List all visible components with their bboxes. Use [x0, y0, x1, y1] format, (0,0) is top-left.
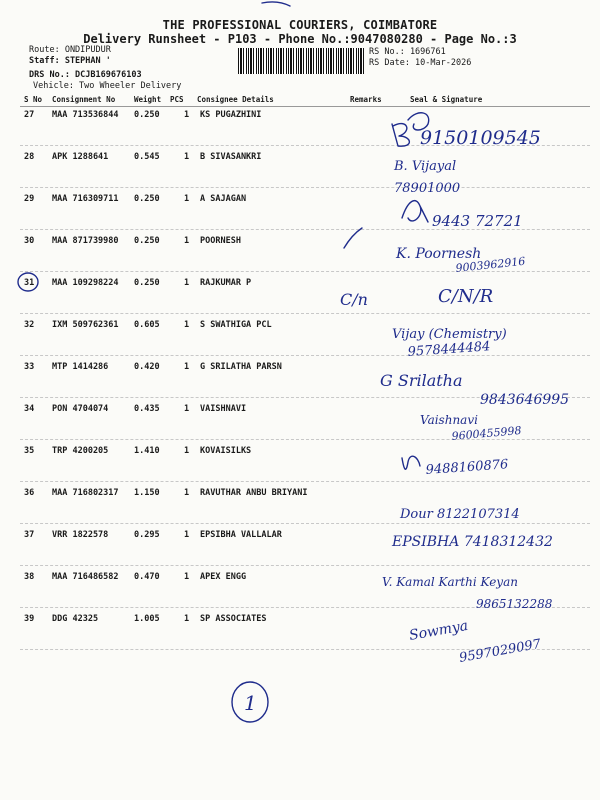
col-seal: Seal & Signature	[410, 95, 483, 104]
row-sno: 29	[24, 194, 35, 204]
row-sno: 33	[24, 362, 35, 372]
col-weight: Weight	[134, 95, 162, 104]
handwritten-phone: 9150109545	[420, 127, 541, 149]
row-consignee: VAISHNAVI	[200, 404, 247, 414]
row-weight: 0.250	[134, 194, 160, 204]
row-pcs: 1	[184, 488, 190, 498]
row-sno: 30	[24, 236, 35, 246]
row-sno: 31	[24, 278, 35, 288]
row-consignee: B SIVASANKRI	[200, 152, 262, 162]
row-consignee: G SRILATHA PARSN	[200, 362, 282, 372]
row-weight: 0.250	[134, 236, 160, 246]
row-weight: 0.435	[134, 404, 160, 414]
row-weight: 0.250	[134, 278, 160, 288]
handwritten-name: Vijay (Chemistry)	[392, 327, 507, 342]
row-weight: 0.605	[134, 320, 160, 330]
row-consignment: PON 4704074	[52, 404, 109, 414]
row-consignee: POORNESH	[200, 236, 241, 246]
row-consignment: VRR 1822578	[52, 530, 109, 540]
runsheet-title: Delivery Runsheet - P103 - Phone No.:9047080280 - Page No.:3	[83, 32, 517, 46]
vehicle-label: Vehicle: Two Wheeler Delivery	[33, 81, 182, 91]
row-pcs: 1	[184, 278, 190, 288]
handwritten-name: Vaishnavi	[420, 413, 478, 427]
row-sno: 37	[24, 530, 35, 540]
company-title: THE PROFESSIONAL COURIERS, COIMBATORE	[162, 18, 438, 32]
row-sno: 35	[24, 446, 35, 456]
row-consignment: MAA 871739980	[52, 236, 119, 246]
row-weight: 0.545	[134, 152, 160, 162]
row-consignee: A SAJAGAN	[200, 194, 247, 204]
row-sno: 38	[24, 572, 35, 582]
row-pcs: 1	[184, 530, 190, 540]
row-consignment: IXM 509762361	[52, 320, 119, 330]
handwritten-name: G Srilatha	[380, 371, 463, 390]
handwritten-name: K. Poornesh	[396, 246, 482, 262]
row-consignee: KS PUGAZHINI	[200, 110, 262, 120]
handwritten-phone: 9597029097	[458, 636, 543, 666]
handwritten-phone: 9843646995	[480, 392, 570, 408]
handwritten-phone: 9578444484	[407, 339, 491, 360]
row-weight: 0.420	[134, 362, 160, 372]
row-consignment: TRP 4200205	[52, 446, 109, 456]
handwritten-phone: 9443 72721	[432, 212, 523, 230]
circled-row-mark	[18, 273, 38, 291]
row-pcs: 1	[184, 404, 190, 414]
signature-mark	[402, 456, 420, 469]
handwritten-name: Sowmya	[407, 617, 470, 644]
row-consignment: APK 1288641	[52, 152, 109, 162]
handwritten-status: C/N/R	[438, 286, 494, 307]
row-weight: 1.005	[134, 614, 160, 624]
row-pcs: 1	[184, 194, 190, 204]
row-sno: 39	[24, 614, 35, 624]
row-pcs: 1	[184, 446, 190, 456]
col-consignment: Consignment No	[52, 95, 116, 104]
row-consignee: KOVAISILKS	[200, 446, 252, 456]
row-consignment: MAA 716486582	[52, 572, 119, 582]
row-sno: 32	[24, 320, 35, 330]
row-weight: 1.410	[134, 446, 160, 456]
handwritten-phone: 9600455998	[451, 423, 522, 443]
staff-label: Staff: STEPHAN '	[29, 56, 111, 66]
rs-number: RS No.: 1696761	[369, 47, 446, 57]
row-sno: 27	[24, 110, 35, 120]
row-pcs: 1	[184, 362, 190, 372]
row-pcs: 1	[184, 320, 190, 330]
row-consignment: MAA 716802317	[52, 488, 119, 498]
col-sno: S No	[24, 95, 43, 104]
handwritten-remark: C/n	[340, 290, 368, 309]
row-consignee: RAJKUMAR P	[200, 278, 252, 288]
row-consignment: MTP 1414286	[52, 362, 109, 372]
handwritten-name: V. Kamal Karthi Keyan	[382, 575, 518, 589]
row-consignment: MAA 109298224	[52, 278, 119, 288]
top-pen-mark	[262, 2, 290, 6]
row-pcs: 1	[184, 614, 190, 624]
page-mark: 1	[244, 691, 257, 715]
row-pcs: 1	[184, 236, 190, 246]
row-consignment: MAA 713536844	[52, 110, 119, 120]
handwritten-phone: 9865132288	[476, 597, 553, 611]
signature-mark	[392, 124, 409, 147]
row-consignee: S SWATHIGA PCL	[200, 320, 272, 330]
row-pcs: 1	[184, 572, 190, 582]
rs-date: RS Date: 10-Mar-2026	[369, 58, 472, 68]
handwritten-entry: EPSIBHA 7418312432	[392, 534, 553, 550]
row-consignee: RAVUTHAR ANBU BRIYANI	[200, 488, 308, 498]
row-weight: 1.150	[134, 488, 160, 498]
col-remarks: Remarks	[350, 95, 382, 104]
handwritten-name: B. Vijayal	[394, 159, 457, 174]
handwritten-phone: 9488160876	[425, 457, 509, 478]
route-label: Route: ONDIPUDUR	[29, 45, 111, 55]
row-sno: 34	[24, 404, 35, 414]
row-weight: 0.470	[134, 572, 160, 582]
row-weight: 0.250	[134, 110, 160, 120]
col-pcs: PCS	[170, 95, 184, 104]
row-consignment: MAA 716309711	[52, 194, 119, 204]
row-consignee: APEX ENGG	[200, 572, 247, 582]
row-sno: 28	[24, 152, 35, 162]
col-consignee: Consignee Details	[197, 95, 274, 104]
row-pcs: 1	[184, 110, 190, 120]
row-sno: 36	[24, 488, 35, 498]
row-consignee: EPSIBHA VALLALAR	[200, 530, 282, 540]
handwritten-entry: Dour 8122107314	[400, 507, 520, 522]
handwritten-phone: 9003962916	[454, 254, 526, 275]
remark-stroke	[344, 228, 362, 248]
drs-number: DRS No.: DCJB169676103	[29, 70, 142, 80]
row-weight: 0.295	[134, 530, 160, 540]
row-consignee: SP ASSOCIATES	[200, 614, 267, 624]
signature-mark	[402, 201, 428, 222]
row-pcs: 1	[184, 152, 190, 162]
handwritten-phone: 78901000	[394, 181, 461, 196]
row-consignment: DDG 42325	[52, 614, 99, 624]
